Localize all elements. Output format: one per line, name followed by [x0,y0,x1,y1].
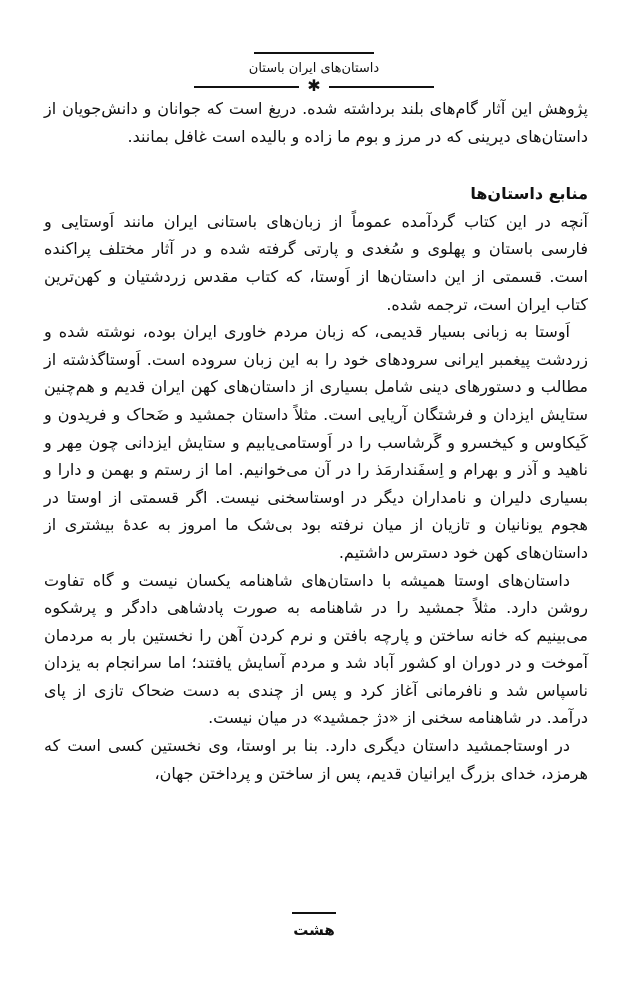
body-text [44,95,588,787]
paragraph: آنچه در این کتاب گردآمده عموماً از زبان‌های باستانی ایران مانند اَوستایی و فارسی باستان و پهلوی و سُغدی و پارتی گرفته شده و در آثار مختلف پراکنده است. قسمتی از این داستان‌ها از اَوستا، که کتاب مقدس زردشتیان و کهن‌ترین کتاب ایران است، ترجمه شده. [44,211,588,314]
ornament-line-right [329,86,434,88]
paragraph: داستان‌های اوستا همیشه با داستان‌های شاهنامه یکسان نیست و گاه تفاوت روشن دارد. مثلاً جمشید را در شاهنامه به صورت پادشاهی دادگر و پرشکوه می‌بینیم که خانه ساختن و پارچه بافتن و نرم کردن آهن را نخستین بار به مردمان آموخت و در دوران او کشور آباد شد و مردم آسایش یافتند؛ اما سرانجام به یزدان ناسپاس شد و نافرمانی آغاز کرد و پس از چندی به دست ضحاک تازی از پای درآمد. در شاهنامه سخنی از «دژ جمشید» در میان نیست. [44,570,588,728]
paragraph: اَوستا به زبانی بسیار قدیمی، که زبان مردم خاوری ایران بوده، نوشته شده و زردشت پیغمبر ایرانی سرودهای خود را به این زبان سروده است. اَوستاگذشته از مطالب و دستورهای دینی شامل بسیاری از داستان‌های کهن ایران قدیم و هم‌چنین ستایش ایزدان و فرشتگان آریایی است. مثلاً داستان جمشید و ضَحاک و فریدون و کَیکاوس و کیخسرو و گَرشاسب را در اَوستامی‌یابیم و ستایش ایزدانی چون مِهر و ناهید و آذر و بهرام و اِسفَندارمَذ را در آن می‌خوانیم. اما از رستم و بهمن و دارا و بسیاری دلیران و نامداران دیگر در اوستاسخنی نیست. اگر قسمتی از اوستا در هجوم یونانیان و تازیان از میان نرفته بود بی‌شک ما امروز به عدهٔ بیشتری از داستان‌های کهن خود دسترس داشتیم. [44,322,588,562]
page-number: هشت [293,920,335,939]
section-heading: منابع داستان‌ها [470,184,588,204]
header-rule [254,52,374,54]
page-footer [0,912,628,940]
section-spacer [44,150,588,162]
header-ornament [194,76,434,95]
paragraph-continued: پژوهش این آثار گام‌های بلند برداشته شده. دریغ است که جوانان و دانش‌جویان از داستان‌های دیرینی که در مرز و بوم ما زاده و بالیده است غافل بمانند. [44,99,588,146]
running-head-title: داستان‌های ایران باستان [248,61,380,76]
asterisk-ornament-icon: ✱ [307,76,321,95]
paragraph: در اوستاجمشید داستان دیگری دارد. بنا بر اوستا، وی نخستین کسی است که هرمزد، خدای بزرگ ایرانیان قدیم، پس از ساختن و پرداختن جهان، [44,736,588,783]
footer-rule [292,912,336,914]
running-head [0,52,628,94]
